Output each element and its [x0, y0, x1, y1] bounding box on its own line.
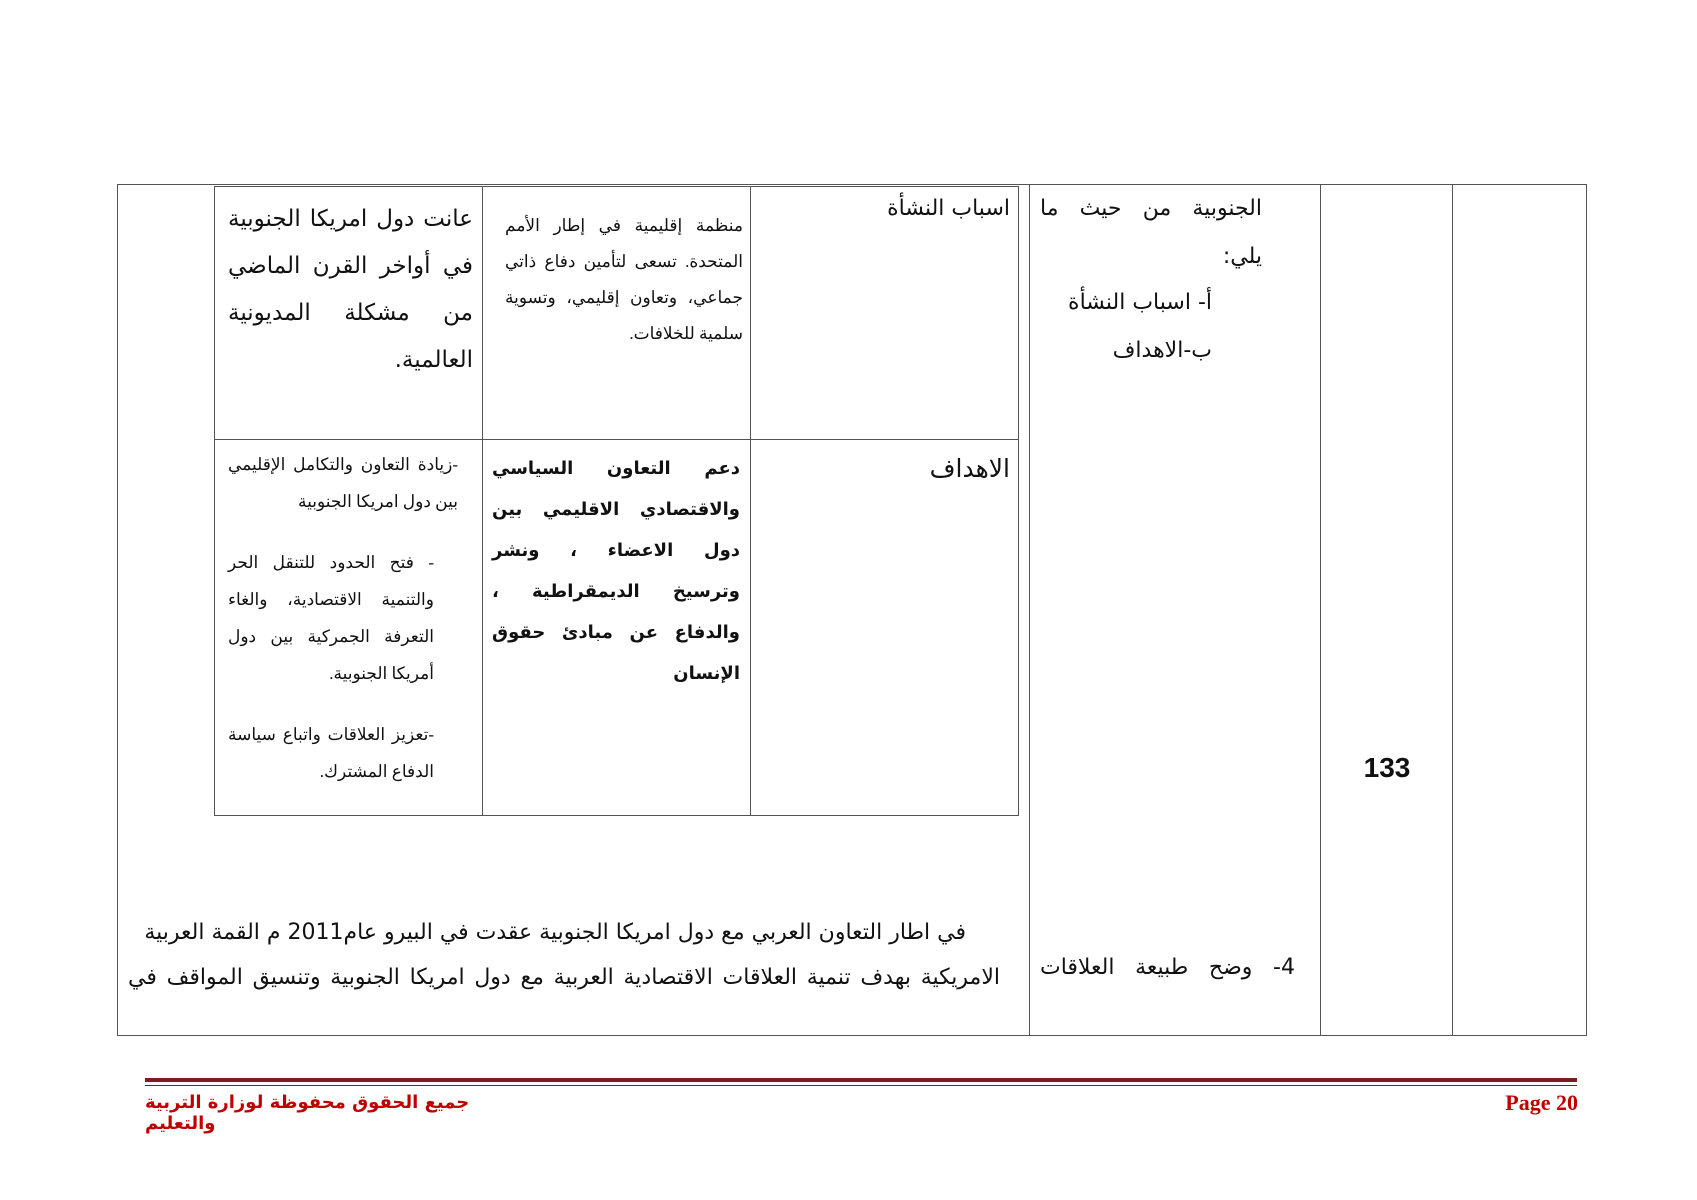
- objective-line2: يلي:: [1222, 244, 1262, 269]
- objective-item-b: ب-الاهداف: [1112, 338, 1212, 363]
- objective-item-a: أ- اسباب النشأة: [1068, 290, 1212, 315]
- footer-rule-thin: [145, 1085, 1577, 1086]
- objective-item-4: 4- وضح طبيعة العلاقات: [1040, 955, 1295, 980]
- copyright-text: جميع الحقوق محفوظة لوزارة التربية والتعليم: [145, 1092, 470, 1134]
- aspect-origin: اسباب النشأة: [887, 196, 1010, 221]
- definition-origin: منظمة إقليمية في إطار الأمم المتحدة. تسعى لتأمين دفاع ذاتي جماعي، وتعاون إقليمي، وتسوية سلمية للخلافات.: [505, 216, 743, 343]
- objective-line1: الجنوبية من حيث ما: [1040, 196, 1262, 221]
- south-america-goal-3: -تعزيز العلاقات واتباع سياسة الدفاع المشترك.: [228, 725, 434, 781]
- definition-goals: دعم التعاون السياسي والاقتصادي الاقليمي بين دول الاعضاء ، ونشر وترسيخ الديمقراطية ، والدفاع عن مبادئ حقوق الإنسان: [492, 458, 740, 684]
- page-number: Page 20: [1505, 1090, 1578, 1115]
- bottom-text-line1: في اطار التعاون العربي مع دول امريكا الجنوبية عقدت في البيرو عام2011 م القمة العربية: [144, 920, 966, 945]
- south-america-goal-1: -زيادة التعاون والتكامل الإقليمي بين دول امريكا الجنوبية: [228, 455, 458, 511]
- footer-rule: [145, 1078, 1577, 1082]
- bottom-text-line2: الامريكية بهدف تنمية العلاقات الاقتصادية العربية مع دول امريكا الجنوبية وتنسيق المواقف في: [128, 965, 1000, 990]
- row-number: 133: [1363, 752, 1411, 783]
- south-america-origin: عانت دول امريكا الجنوبية في أواخر القرن الماضي من مشكلة المديونية العالمية.: [228, 206, 473, 373]
- aspect-goals: الاهداف: [929, 454, 1010, 483]
- south-america-goal-2: - فتح الحدود للتنقل الحر والتنمية الاقتصادية، والغاء التعرفة الجمركية بين دول أمريكا الجنوبية.: [228, 553, 434, 683]
